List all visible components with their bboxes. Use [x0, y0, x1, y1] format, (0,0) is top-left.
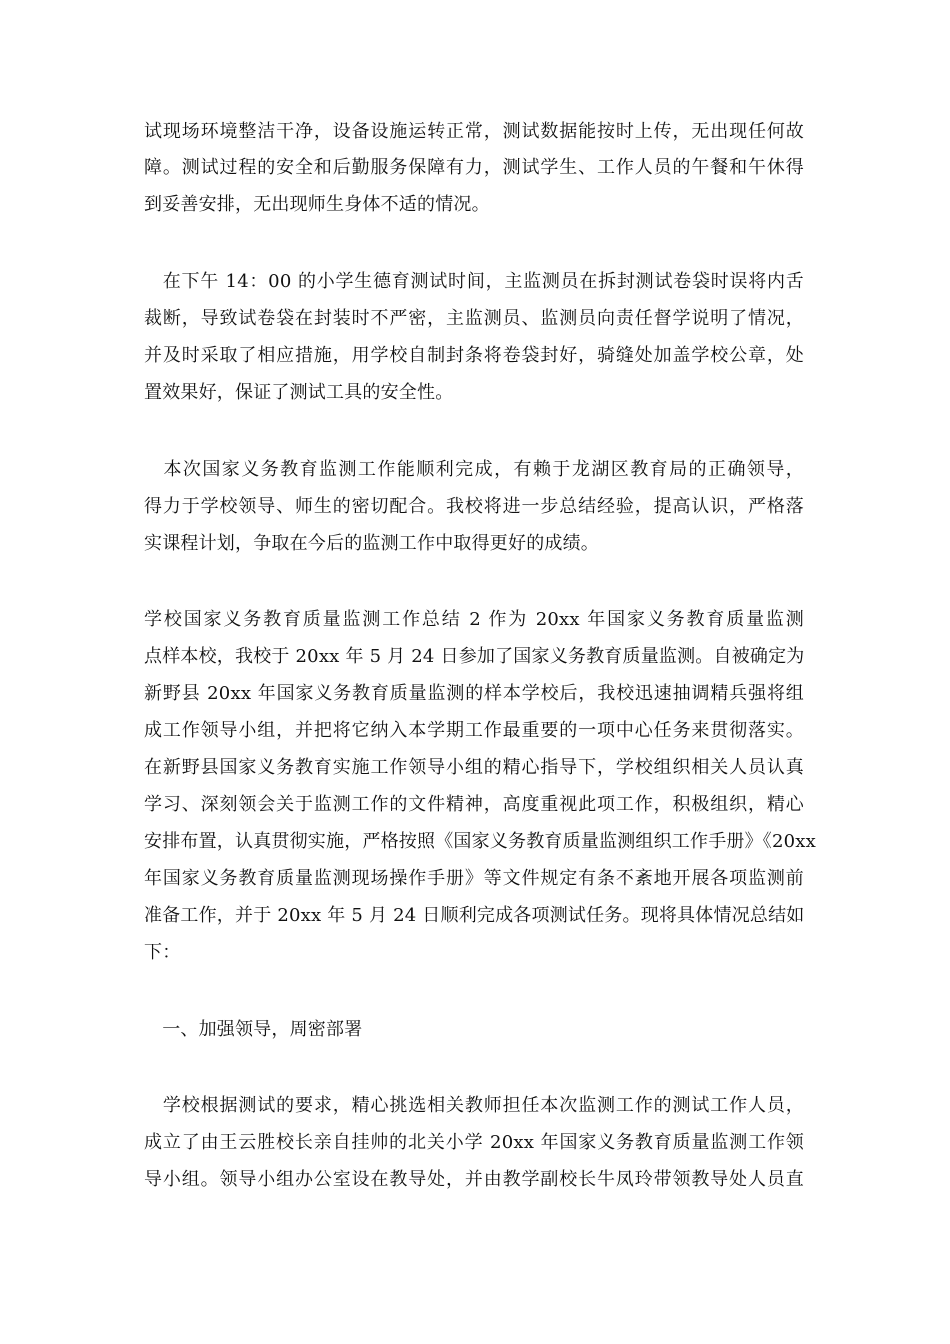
paragraph-6-line-2: 成立了由王云胜校长亲自挂帅的北关小学 20xx 年国家义务教育质量监测工作领 [144, 1132, 804, 1153]
paragraph-1-line-3: 到妥善安排，无出现师生身体不适的情况。 [144, 194, 490, 215]
paragraph-6-line-3: 导小组。领导小组办公室设在教导处，并由教学副校长牛凤玲带领教导处人员直 [144, 1169, 804, 1190]
paragraph-1-line-1: 试现场环境整洁干净，设备设施运转正常，测试数据能按时上传，无出现任何故 [144, 121, 804, 142]
paragraph-4-line-7: 安排布置，认真贯彻实施，严格按照《国家义务教育质量监测组织工作手册》《20xx [144, 831, 817, 852]
paragraph-4-line-10: 下： [144, 942, 181, 963]
paragraph-4-line-2: 点样本校，我校于 20xx 年 5 月 24 日参加了国家义务教育质量监测。自被确定为 [144, 646, 805, 667]
paragraph-3-line-1: 本次国家义务教育监测工作能顺利完成，有赖于龙湖区教育局的正确领导， [144, 459, 804, 480]
paragraph-4-line-8: 年国家义务教育质量监测现场操作手册》等文件规定有条不紊地开展各项监测前 [144, 868, 804, 889]
paragraph-4-line-4: 成工作领导小组，并把将它纳入本学期工作最重要的一项中心任务来贯彻落实。 [144, 720, 804, 741]
paragraph-4-line-3: 新野县 20xx 年国家义务教育质量监测的样本学校后，我校迅速抽调精兵强将组 [144, 683, 804, 704]
paragraph-4-line-1: 学校国家义务教育质量监测工作总结 2 作为 20xx 年国家义务教育质量监测 [144, 609, 804, 630]
paragraph-3-line-2: 得力于学校领导、师生的密切配合。我校将进一步总结经验，提高认识，严格落 [144, 496, 804, 517]
paragraph-3-line-3: 实课程计划，争取在今后的监测工作中取得更好的成绩。 [144, 533, 599, 554]
paragraph-1-line-2: 障。测试过程的安全和后勤服务保障有力，测试学生、工作人员的午餐和午休得 [144, 157, 804, 178]
paragraph-2-line-3: 并及时采取了相应措施，用学校自制封条将卷袋封好，骑缝处加盖学校公章，处 [144, 345, 804, 366]
paragraph-4-line-5: 在新野县国家义务教育实施工作领导小组的精心指导下，学校组织相关人员认真 [144, 757, 804, 778]
paragraph-4-line-6: 学习、深刻领会关于监测工作的文件精神，高度重视此项工作，积极组织，精心 [144, 794, 804, 815]
paragraph-2-line-1: 在下午 14：00 的小学生德育测试时间，主监测员在拆封测试卷袋时误将内舌 [144, 271, 804, 292]
paragraph-4-line-9: 准备工作，并于 20xx 年 5 月 24 日顺利完成各项测试任务。现将具体情况总结如 [144, 905, 805, 926]
section-heading: 一、加强领导，周密部署 [144, 1019, 363, 1040]
paragraph-6-line-1: 学校根据测试的要求，精心挑选相关教师担任本次监测工作的测试工作人员， [144, 1095, 804, 1116]
paragraph-2-line-4: 置效果好，保证了测试工具的安全性。 [144, 382, 454, 403]
paragraph-2-line-2: 裁断，导致试卷袋在封装时不严密，主监测员、监测员向责任督学说明了情况， [144, 308, 804, 329]
